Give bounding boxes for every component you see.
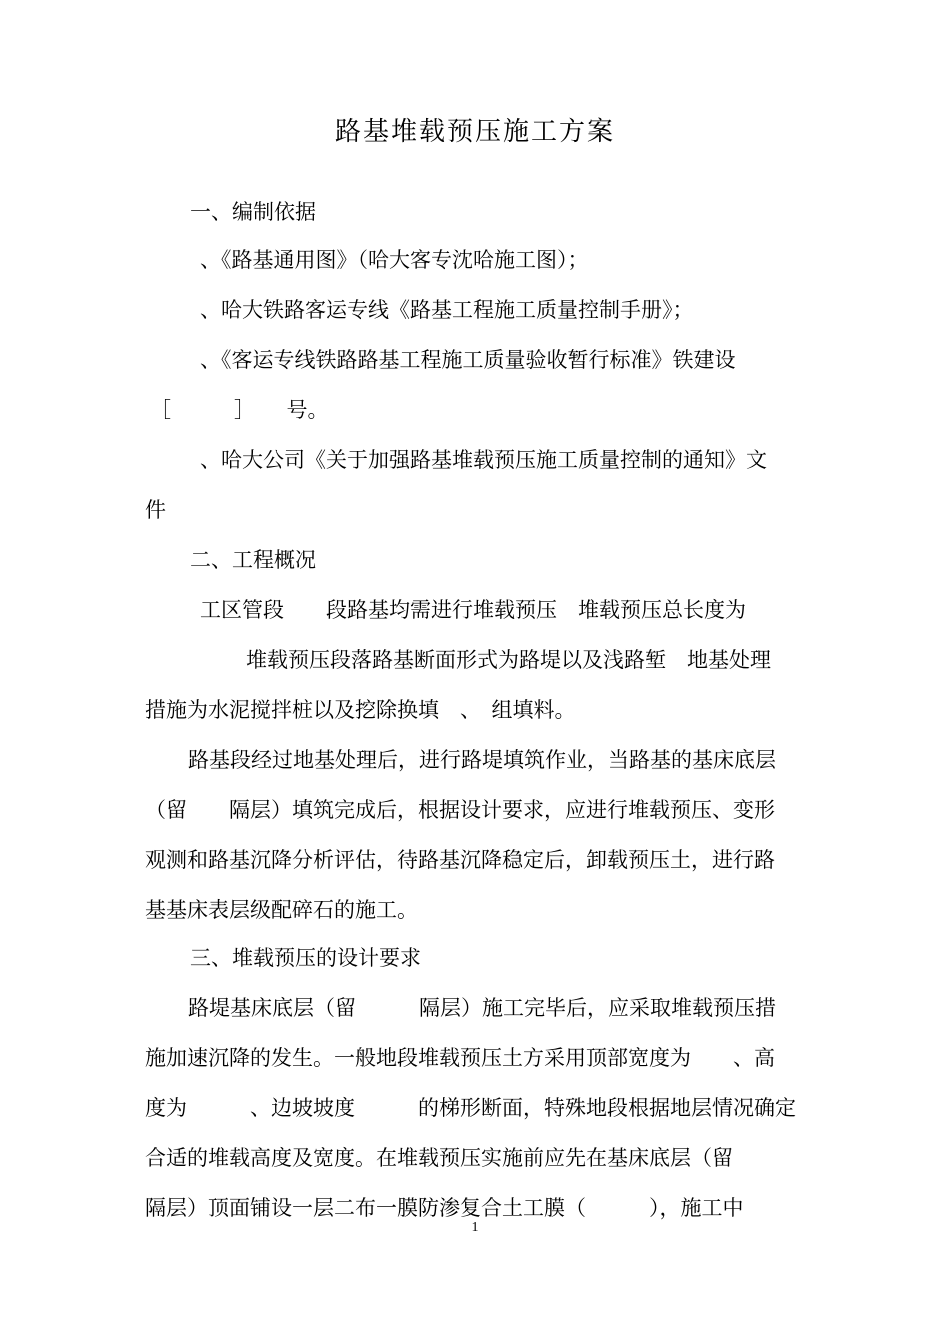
overview-line-3: 措施为水泥搅拌桩以及挖除换填 、 组填料。: [145, 698, 576, 722]
overview-line-7: 基基床表层级配碎石的施工。: [145, 898, 418, 922]
document-title: 路基堆载预压施工方案: [334, 117, 615, 147]
basis-item-2: 、哈大铁路客运专线《路基工程施工质量控制手册》；: [200, 298, 694, 322]
section-heading-design: 三、堆载预压的设计要求: [190, 946, 421, 970]
basis-item-3-cont: ［ ］ 号。: [150, 398, 329, 422]
design-line-2: 施加速沉降的发生。一般地段堆载预压土方采用顶部宽度为 、高: [145, 1046, 775, 1070]
basis-item-4-cont: 件: [145, 498, 166, 522]
design-line-1: 路堤基床底层（留 隔层）施工完毕后，应采取堆载预压措: [188, 996, 776, 1020]
overview-line-5: （留 隔层）填筑完成后，根据设计要求，应进行堆载预压、变形: [145, 798, 775, 822]
design-line-3: 度为 、边坡坡度 的梯形断面，特殊地段根据地层情况确定: [145, 1096, 796, 1120]
basis-item-3: 、《客运专线铁路路基工程施工质量验收暂行标准》铁建设: [200, 348, 736, 372]
section-heading-basis: 一、编制依据: [190, 200, 316, 224]
overview-line-1: 工区管段 段路基均需进行堆载预压 堆载预压总长度为: [200, 598, 746, 622]
design-line-5: 隔层）顶面铺设一层二布一膜防渗复合土工膜（ ），施工中: [145, 1196, 744, 1220]
section-heading-overview: 二、工程概况: [190, 548, 316, 572]
overview-line-2: 堆载预压段落路基断面形式为路堤以及浅路堑 地基处理: [246, 648, 771, 672]
overview-line-6: 观测和路基沉降分析评估，待路基沉降稳定后，卸载预压土，进行路: [145, 848, 775, 872]
basis-item-4: 、哈大公司《关于加强路基堆载预压施工质量控制的通知》文: [200, 448, 767, 472]
design-line-4: 合适的堆载高度及宽度。在堆载预压实施前应先在基床底层（留: [145, 1146, 733, 1170]
page-number: 1: [471, 1220, 479, 1235]
overview-line-4: 路基段经过地基处理后，进行路堤填筑作业，当路基的基床底层: [188, 748, 776, 772]
basis-item-1: 、《路基通用图》（哈大客专沈哈施工图）；: [200, 248, 589, 272]
